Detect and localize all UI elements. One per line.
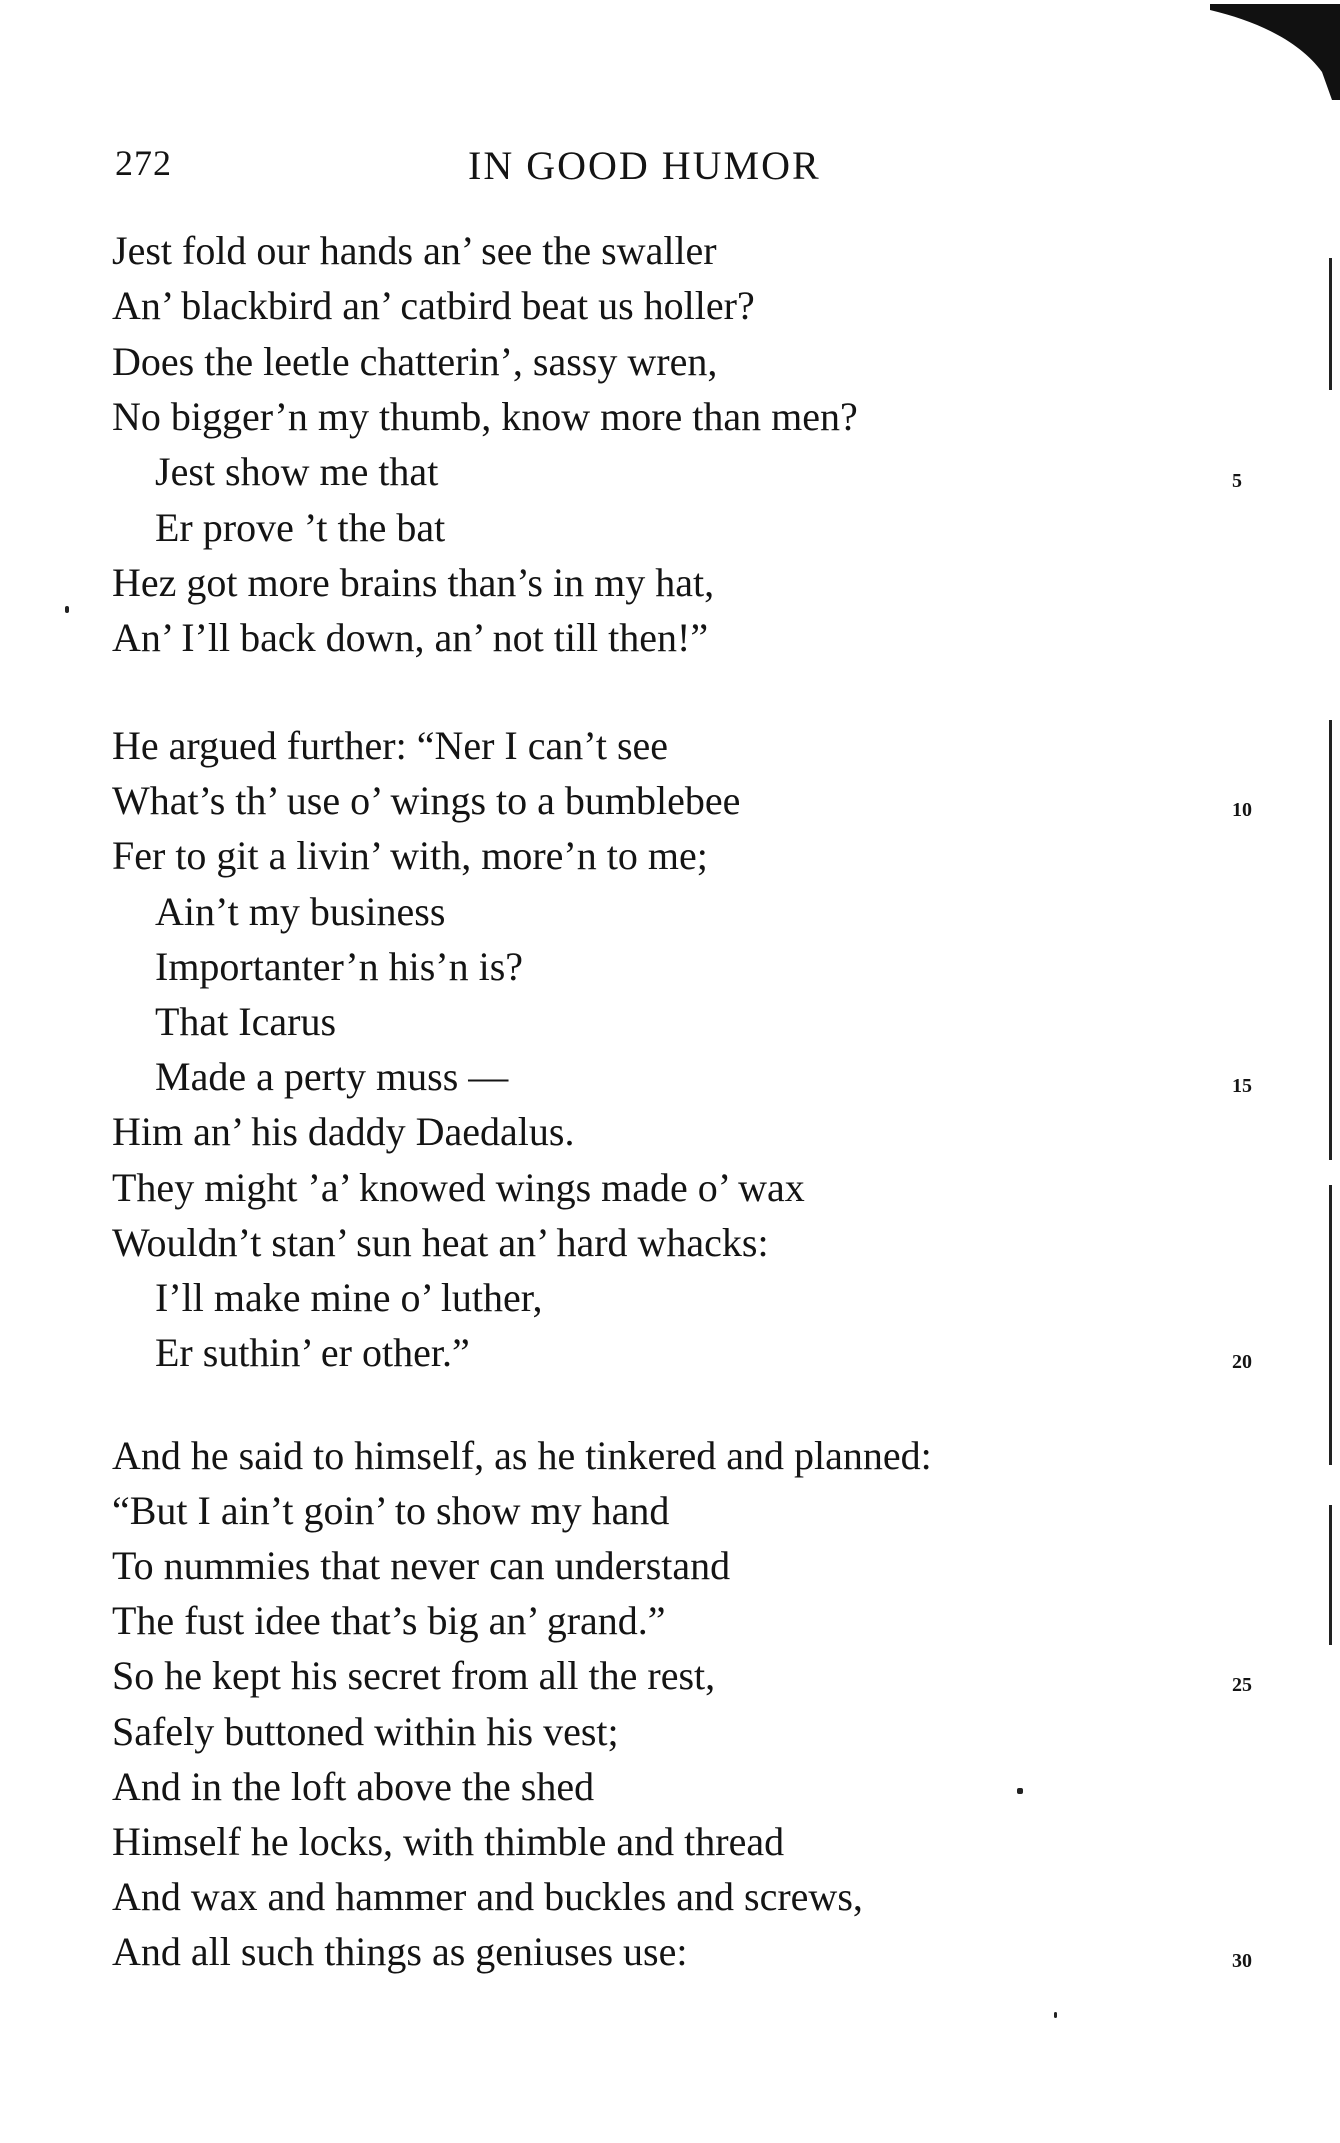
poem-line: Him an’ his daddy Daedalus. <box>112 1109 575 1154</box>
line-number-marker: 10 <box>1232 799 1252 821</box>
poem-line: Ain’t my business <box>155 889 446 934</box>
ink-speck <box>1054 2012 1057 2018</box>
poem-line: Fer to git a livin’ with, more’n to me; <box>112 833 708 878</box>
poem-line: And in the loft above the shed <box>112 1764 595 1809</box>
poem-line: What’s th’ use o’ wings to a bumblebee <box>112 778 741 823</box>
poem-line: So he kept his secret from all the rest, <box>112 1653 716 1698</box>
poem-line: And all such things as geniuses use: <box>112 1929 688 1974</box>
poem-line: No bigger’n my thumb, know more than men? <box>112 394 858 439</box>
edge-rule <box>1329 1185 1332 1465</box>
edge-rule <box>1329 1505 1332 1645</box>
line-number-marker: 20 <box>1232 1351 1252 1373</box>
line-number-marker: 5 <box>1232 470 1242 492</box>
poem-line: I’ll make mine o’ luther, <box>155 1275 543 1320</box>
page-corner-mark <box>1100 0 1340 100</box>
poem-line: Safely buttoned within his vest; <box>112 1709 619 1754</box>
running-head: IN GOOD HUMOR <box>468 143 821 188</box>
poem-line: Jest fold our hands an’ see the swaller <box>112 228 717 273</box>
poem-line: That Icarus <box>155 999 337 1044</box>
ink-speck <box>1017 1788 1023 1794</box>
poem-line: An’ I’ll back down, an’ not till then!” <box>112 615 709 660</box>
edge-rule <box>1329 258 1332 390</box>
poem-line: Importanter’n his’n is? <box>155 944 524 989</box>
poem-line: Wouldn’t stan’ sun heat an’ hard whacks: <box>112 1220 769 1265</box>
poem-line: Made a perty muss — <box>155 1054 509 1099</box>
poem-line: Hez got more brains than’s in my hat, <box>112 560 715 605</box>
poem-line: “But I ain’t goin’ to show my hand <box>112 1488 670 1533</box>
page-number: 272 <box>115 143 172 183</box>
poem-line: An’ blackbird an’ catbird beat us holler? <box>112 283 755 328</box>
line-number-marker: 15 <box>1232 1075 1252 1097</box>
poem-line: They might ’a’ knowed wings made o’ wax <box>112 1165 805 1210</box>
poem-line: Jest show me that <box>155 449 439 494</box>
poem-line: He argued further: “Ner I can’t see <box>112 723 669 768</box>
poem-line: Does the leetle chatterin’, sassy wren, <box>112 339 718 384</box>
poem-line: Himself he locks, with thimble and thread <box>112 1819 785 1864</box>
ink-speck <box>65 606 69 613</box>
poem-line: Er prove ’t the bat <box>155 505 446 550</box>
poem-line: Er suthin’ er other.” <box>155 1330 470 1375</box>
page-header <box>0 142 1340 192</box>
poem-line: To nummies that never can understand <box>112 1543 731 1588</box>
line-number-marker: 25 <box>1232 1674 1252 1696</box>
line-number-marker: 30 <box>1232 1950 1252 1972</box>
poem-line: The fust idee that’s big an’ grand.” <box>112 1598 666 1643</box>
poem-line: And wax and hammer and buckles and screws, <box>112 1874 863 1919</box>
edge-rule <box>1329 720 1332 1160</box>
poem-line: And he said to himself, as he tinkered and planned: <box>112 1433 932 1478</box>
